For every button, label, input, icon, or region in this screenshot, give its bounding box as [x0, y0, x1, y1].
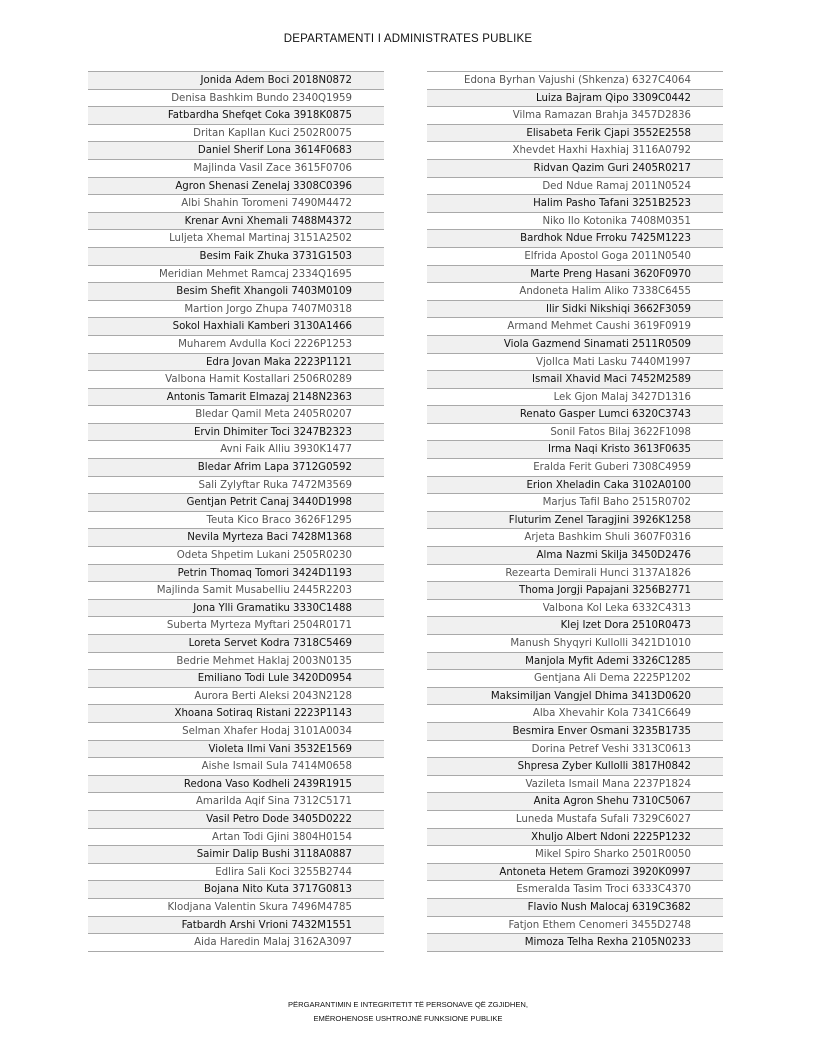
name-row: Jonida Adem Boci 2018N0872	[88, 71, 384, 89]
name-row: Bedrie Mehmet Haklaj 2003N0135	[88, 652, 384, 670]
name-row: Vasil Petro Dode 3405D0222	[88, 810, 384, 828]
name-row: Dorina Petref Veshi 3313C0613	[427, 740, 723, 758]
name-row: Edra Jovan Maka 2223P1121	[88, 353, 384, 371]
name-row: Marjus Tafil Baho 2515R0702	[427, 493, 723, 511]
left-name-column	[88, 71, 384, 952]
name-row: Martion Jorgo Zhupa 7407M0318	[88, 300, 384, 318]
name-row: Xhoana Sotiraq Ristani 2223P1143	[88, 704, 384, 722]
name-row: Besim Shefit Xhangoli 7403M0109	[88, 282, 384, 300]
name-row: Besmira Enver Osmani 3235B1735	[427, 722, 723, 740]
name-row: Elfrida Apostol Goga 2011N0540	[427, 247, 723, 265]
name-row: Thoma Jorgji Papajani 3256B2771	[427, 581, 723, 599]
name-row: Ridvan Qazim Guri 2405R0217	[427, 159, 723, 177]
name-row: Luneda Mustafa Sufali 7329C6027	[427, 810, 723, 828]
name-row: Agron Shenasi Zenelaj 3308C0396	[88, 177, 384, 195]
name-row: Dritan Kapllan Kuci 2502R0075	[88, 124, 384, 142]
name-row: Bledar Afrim Lapa 3712G0592	[88, 458, 384, 476]
name-row: Marte Preng Hasani 3620F0970	[427, 265, 723, 283]
name-row: Sonil Fatos Bilaj 3622F1098	[427, 423, 723, 441]
name-row: Odeta Shpetim Lukani 2505R0230	[88, 546, 384, 564]
name-row: Maksimiljan Vangjel Dhima 3413D0620	[427, 687, 723, 705]
name-row: Bledar Qamil Meta 2405R0207	[88, 405, 384, 423]
name-row: Halim Pasho Tafani 3251B2523	[427, 194, 723, 212]
name-row: Edona Byrhan Vajushi (Shkenza) 6327C4064	[427, 71, 723, 89]
name-row: Irma Naqi Kristo 3613F0635	[427, 440, 723, 458]
name-row: Ismail Xhavid Maci 7452M2589	[427, 370, 723, 388]
name-row: Renato Gasper Lumci 6320C3743	[427, 405, 723, 423]
name-row: Luiza Bajram Qipo 3309C0442	[427, 89, 723, 107]
name-row: Fatbardh Arshi Vrioni 7432M1551	[88, 916, 384, 934]
name-row: Manush Shyqyri Kullolli 3421D1010	[427, 634, 723, 652]
name-row: Rezearta Demirali Hunci 3137A1826	[427, 564, 723, 582]
name-row: Majlinda Samit Musabelliu 2445R2203	[88, 581, 384, 599]
name-row: Alma Nazmi Skilja 3450D2476	[427, 546, 723, 564]
name-row: Arjeta Bashkim Shuli 3607F0316	[427, 528, 723, 546]
column-bottom-rule	[427, 951, 723, 952]
name-row: Ded Ndue Ramaj 2011N0524	[427, 177, 723, 195]
footer	[0, 998, 816, 1026]
name-row: Teuta Kico Braco 3626F1295	[88, 511, 384, 529]
name-row: Vjollca Mati Lasku 7440M1997	[427, 353, 723, 371]
name-row: Fatbardha Shefqet Coka 3918K0875	[88, 106, 384, 124]
name-row: Meridian Mehmet Ramcaj 2334Q1695	[88, 265, 384, 283]
name-row: Bojana Nito Kuta 3717G0813	[88, 880, 384, 898]
name-row: Avni Faik Alliu 3930K1477	[88, 440, 384, 458]
name-row: Eralda Ferit Guberi 7308C4959	[427, 458, 723, 476]
name-row: Aida Haredin Malaj 3162A3097	[88, 933, 384, 951]
name-row: Luljeta Xhemal Martinaj 3151A2502	[88, 229, 384, 247]
name-row: Violeta Ilmi Vani 3532E1569	[88, 740, 384, 758]
name-row: Viola Gazmend Sinamati 2511R0509	[427, 335, 723, 353]
name-row: Muharem Avdulla Koci 2226P1253	[88, 335, 384, 353]
right-name-column	[427, 71, 723, 952]
name-row: Xhuljo Albert Ndoni 2225P1232	[427, 828, 723, 846]
name-row: Petrin Thomaq Tomori 3424D1193	[88, 564, 384, 582]
name-row: Antonis Tamarit Elmazaj 2148N2363	[88, 388, 384, 406]
name-row: Sokol Haxhiali Kamberi 3130A1466	[88, 317, 384, 335]
name-row: Manjola Myfit Ademi 3326C1285	[427, 652, 723, 670]
name-row: Valbona Hamit Kostallari 2506R0289	[88, 370, 384, 388]
name-row: Mikel Spiro Sharko 2501R0050	[427, 845, 723, 863]
name-row: Alba Xhevahir Kola 7341C6649	[427, 704, 723, 722]
name-row: Artan Todi Gjini 3804H0154	[88, 828, 384, 846]
name-row: Aishe Ismail Sula 7414M0658	[88, 757, 384, 775]
name-row: Gentjan Petrit Canaj 3440D1998	[88, 493, 384, 511]
name-row: Xhevdet Haxhi Haxhiaj 3116A0792	[427, 141, 723, 159]
name-row: Elisabeta Ferik Cjapi 3552E2558	[427, 124, 723, 142]
name-row: Vilma Ramazan Brahja 3457D2836	[427, 106, 723, 124]
name-row: Edlira Sali Koci 3255B2744	[88, 863, 384, 881]
name-row: Mimoza Telha Rexha 2105N0233	[427, 933, 723, 951]
name-row: Daniel Sherif Lona 3614F0683	[88, 141, 384, 159]
name-row: Klej Izet Dora 2510R0473	[427, 616, 723, 634]
name-row: Nevila Myrteza Baci 7428M1368	[88, 528, 384, 546]
footer-line-2: EMËROHENOSE USHTROJNË FUNKSIONE PUBLIKE	[313, 1014, 503, 1023]
name-row: Suberta Myrteza Myftari 2504R0171	[88, 616, 384, 634]
name-row: Fluturim Zenel Taragjini 3926K1258	[427, 511, 723, 529]
name-row: Shpresa Zyber Kullolli 3817H0842	[427, 757, 723, 775]
name-row: Loreta Servet Kodra 7318C5469	[88, 634, 384, 652]
name-row: Klodjana Valentin Skura 7496M4785	[88, 898, 384, 916]
name-row: Esmeralda Tasim Troci 6333C4370	[427, 880, 723, 898]
name-row: Majlinda Vasil Zace 3615F0706	[88, 159, 384, 177]
name-row: Redona Vaso Kodheli 2439R1915	[88, 775, 384, 793]
name-row: Lek Gjon Malaj 3427D1316	[427, 388, 723, 406]
page-title: DEPARTAMENTI I ADMINISTRATES PUBLIKE	[283, 33, 533, 45]
name-row: Vazileta Ismail Mana 2237P1824	[427, 775, 723, 793]
footer-line-1: PËRGARANTIMIN E INTEGRITETIT TË PERSONAVE QË ZGJIDHEN,	[287, 1000, 529, 1009]
column-bottom-rule	[88, 951, 384, 952]
name-row: Jona Ylli Gramatiku 3330C1488	[88, 599, 384, 617]
name-row: Gentjana Ali Dema 2225P1202	[427, 669, 723, 687]
name-row: Aurora Berti Aleksi 2043N2128	[88, 687, 384, 705]
name-row: Armand Mehmet Caushi 3619F0919	[427, 317, 723, 335]
name-row: Amarilda Aqif Sina 7312C5171	[88, 792, 384, 810]
name-row: Besim Faik Zhuka 3731G1503	[88, 247, 384, 265]
name-row: Fatjon Ethem Cenomeri 3455D2748	[427, 916, 723, 934]
name-row: Antoneta Hetem Gramozi 3920K0997	[427, 863, 723, 881]
name-row: Albi Shahin Toromeni 7490M4472	[88, 194, 384, 212]
name-row: Valbona Kol Leka 6332C4313	[427, 599, 723, 617]
name-row: Saimir Dalip Bushi 3118A0887	[88, 845, 384, 863]
name-row: Selman Xhafer Hodaj 3101A0034	[88, 722, 384, 740]
name-row: Erion Xheladin Caka 3102A0100	[427, 476, 723, 494]
name-row: Bardhok Ndue Frroku 7425M1223	[427, 229, 723, 247]
name-row: Anita Agron Shehu 7310C5067	[427, 792, 723, 810]
name-row: Flavio Nush Malocaj 6319C3682	[427, 898, 723, 916]
name-row: Niko Ilo Kotonika 7408M0351	[427, 212, 723, 230]
name-row: Krenar Avni Xhemali 7488M4372	[88, 212, 384, 230]
name-row: Ervin Dhimiter Toci 3247B2323	[88, 423, 384, 441]
name-row: Denisa Bashkim Bundo 2340Q1959	[88, 89, 384, 107]
name-row: Sali Zylyftar Ruka 7472M3569	[88, 476, 384, 494]
name-row: Andoneta Halim Aliko 7338C6455	[427, 282, 723, 300]
name-row: Emiliano Todi Lule 3420D0954	[88, 669, 384, 687]
name-row: Ilir Sidki Nikshiqi 3662F3059	[427, 300, 723, 318]
